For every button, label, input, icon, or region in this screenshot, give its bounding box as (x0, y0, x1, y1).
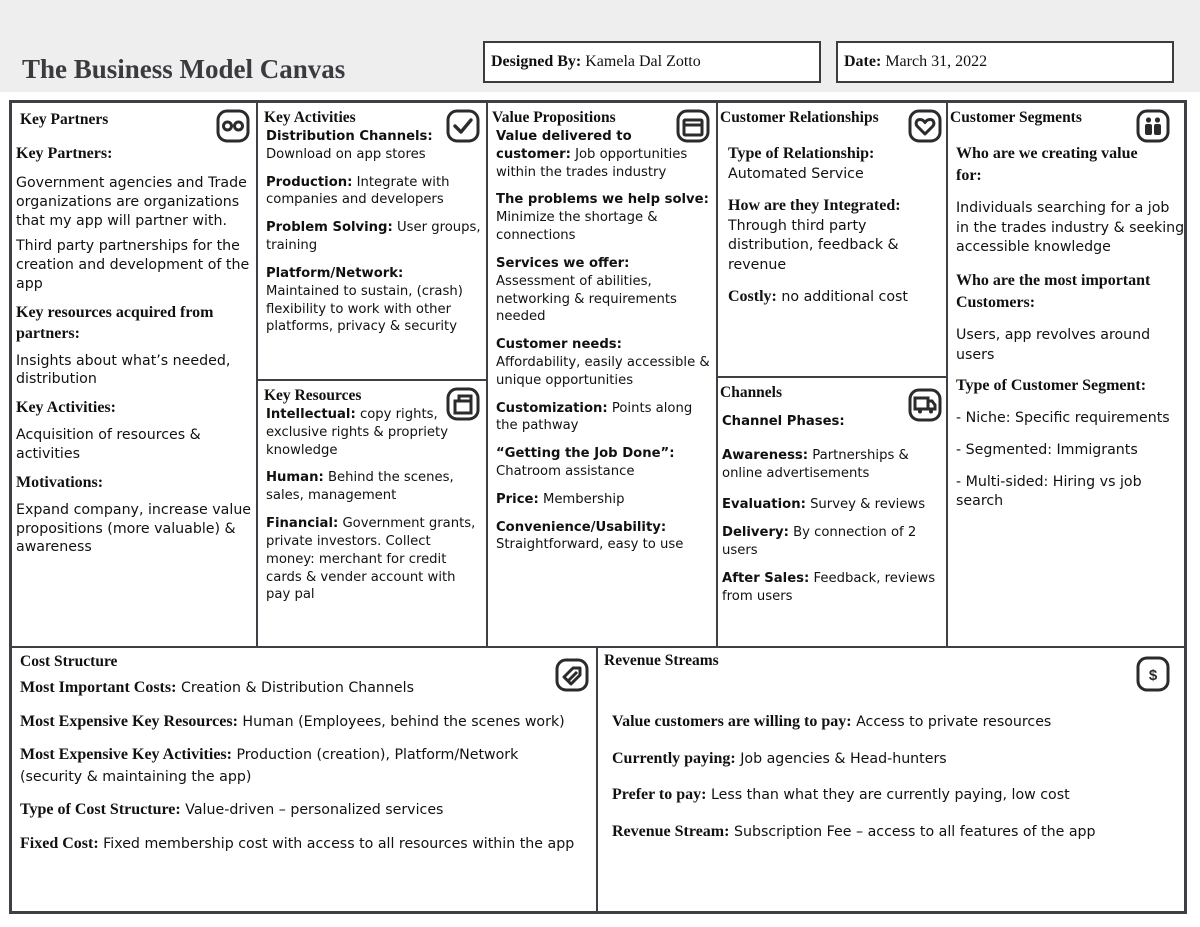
vp-value-2: Minimize the shortage & connections (496, 210, 658, 244)
key-activities-content (266, 128, 486, 336)
ka-label-4: Platform/Network: (266, 265, 404, 281)
cost-value-1: Creation & Distribution Channels (180, 680, 414, 696)
cr-label-3: Costly: (728, 287, 777, 305)
vp-label-6: “Getting the Job Done”: (496, 446, 675, 462)
cs-para-1: Individuals searching for a job in the trades industry & seeking accessible knowledge (956, 200, 1184, 256)
cost-label-5: Fixed Cost: (20, 834, 99, 852)
vp-value-4: Affordability, easily accessible & unique opportunities (496, 354, 710, 388)
cost-label-2: Most Expensive Key Resources: (20, 712, 238, 730)
channels-section (718, 378, 948, 648)
ch-heading: Channel Phases: (722, 414, 845, 429)
ch-label-1: Awareness: (722, 447, 809, 463)
value-propositions-section (488, 103, 718, 648)
ch-value-4: Feedback, reviews from users (722, 570, 936, 604)
rev-label-4: Revenue Stream: (612, 823, 730, 841)
kp-heading-1: Key Partners: (16, 145, 113, 162)
kp-heading-2: Key resources acquired from partners: (16, 303, 214, 342)
kp-para-4: Acquisition of resources & activities (16, 427, 201, 463)
ch-label-2: Evaluation: (722, 497, 806, 513)
cr-label-1: Type of Relationship: (728, 145, 875, 162)
ka-label-1: Distribution Channels: (266, 129, 433, 144)
link-icon (216, 109, 250, 143)
kr-value-3: Government grants, private investors. Collect money: merchant for credit cards & vender account with pay pal (266, 516, 476, 603)
ka-value-1: Download on app stores (266, 146, 426, 162)
kr-label-1: Intellectual: (266, 407, 356, 422)
channels-content (722, 413, 940, 606)
customer-segments-title: Customer Segments (950, 109, 1082, 126)
svg-text:$: $ (1148, 667, 1158, 684)
vp-label-7: Price: (496, 491, 539, 507)
cost-value-3: Production (creation), Platform/Network (security & maintaining the app) (20, 747, 519, 786)
kr-label-3: Financial: (266, 516, 339, 532)
cs-para-3: - Niche: Specific requirements (956, 410, 1170, 427)
vp-value-3: Assessment of abilities, networking & requirements needed (496, 273, 677, 325)
rev-label-3: Prefer to pay: (612, 786, 707, 804)
cr-value-3: no additional cost (781, 288, 908, 305)
cr-value-2: Through third party distribution, feedback & revenue (728, 217, 899, 273)
key-partners-content (16, 143, 254, 557)
vp-value-6: Chatroom assistance (496, 464, 635, 479)
ka-value-4: Maintained to sustain, (crash) flexibility to work with other platforms, privacy & security (266, 283, 463, 335)
cs-para-4: - Segmented: Immigrants (956, 441, 1138, 458)
designed-by-label: Designed By: (491, 53, 582, 70)
cost-label-3: Most Expensive Key Activities: (20, 746, 232, 764)
key-resources-section (258, 381, 488, 648)
people-icon (1136, 109, 1170, 143)
customer-relationships-section (718, 103, 948, 378)
vp-label-4: Customer needs: (496, 337, 622, 353)
cs-heading-2: Who are the most important Customers: (956, 271, 1151, 312)
kp-para-5: Expand company, increase value propositions (more valuable) & awareness (16, 501, 252, 556)
cr-label-2: How are they Integrated: (728, 196, 901, 214)
rev-label-1: Value customers are willing to pay: (612, 713, 852, 730)
vp-value-1: Job opportunities within the trades industry (496, 146, 688, 180)
customer-relationships-content (728, 143, 940, 308)
vp-label-3: Services we offer: (496, 255, 630, 271)
cost-value-5: Fixed membership cost with access to all resources within the app (103, 835, 575, 852)
rev-value-2: Job agencies & Head-hunters (740, 750, 947, 767)
key-activities-title: Key Activities (264, 109, 356, 126)
kp-para-2: Third party partnerships for the creation and development of the app (16, 238, 250, 292)
revenue-streams-content (612, 710, 1172, 844)
kr-label-2: Human: (266, 470, 324, 486)
date-box (836, 41, 1174, 83)
kp-heading-4: Motivations: (16, 473, 104, 491)
key-partners-title: Key Partners (20, 111, 109, 128)
designed-by-box (483, 41, 821, 83)
vp-label-1: Value delivered to customer: (496, 129, 632, 162)
rev-value-3: Less than what they are currently paying, low cost (711, 787, 1070, 804)
cost-structure-section (12, 648, 598, 914)
ka-value-3: User groups, training (266, 220, 481, 254)
vp-label-8: Convenience/Usability: (496, 519, 667, 535)
revenue-streams-section (598, 648, 1184, 914)
vp-label-5: Customization: (496, 400, 608, 416)
rev-value-1: Access to private resources (856, 714, 1052, 730)
customer-segments-content (956, 143, 1184, 512)
key-resources-content (266, 406, 476, 604)
key-partners-section (12, 103, 258, 648)
ka-label-2: Production: (266, 174, 353, 190)
cost-structure-content (20, 676, 580, 855)
ch-label-3: Delivery: (722, 525, 789, 541)
customer-relationships-title: Customer Relationships (720, 109, 879, 126)
rev-value-4: Subscription Fee – access to all features of the app (733, 824, 1096, 841)
revenue-streams-title: Revenue Streams (604, 652, 719, 669)
kr-value-1: copy rights, exclusive rights & propriety knowledge (266, 407, 449, 458)
kp-heading-3: Key Activities: (16, 399, 116, 417)
vp-value-7: Membership (542, 491, 625, 507)
ch-value-1: Partnerships & online advertisements (722, 447, 909, 481)
cost-value-4: Value-driven – personalized services (185, 802, 444, 819)
cost-label-4: Type of Cost Structure: (20, 801, 181, 819)
ka-value-2: Integrate with companies and developers (266, 174, 450, 208)
vp-label-2: The problems we help solve: (496, 192, 709, 208)
ka-label-3: Problem Solving: (266, 220, 393, 236)
ch-label-4: After Sales: (722, 570, 810, 586)
date-label: Date: (844, 53, 882, 70)
channels-title: Channels (720, 384, 783, 401)
cs-heading-1: Who are we creating value for: (956, 145, 1138, 185)
value-propositions-content (496, 128, 711, 554)
key-activities-section (258, 103, 488, 381)
cs-para-2: Users, app revolves around users (956, 327, 1151, 363)
dollar-icon (1136, 656, 1170, 692)
cost-value-2: Human (Employees, behind the scenes work) (242, 713, 565, 730)
business-model-canvas (9, 100, 1187, 914)
heart-icon (908, 109, 942, 143)
kp-para-3: Insights about what’s needed, distribution (16, 352, 231, 388)
cost-label-1: Most Important Costs: (20, 679, 177, 696)
cost-structure-title: Cost Structure (20, 653, 118, 670)
customer-segments-section (948, 103, 1184, 648)
date-value: March 31, 2022 (885, 53, 988, 70)
rev-label-2: Currently paying: (612, 749, 736, 767)
ch-value-3: By connection of 2 users (722, 525, 917, 559)
vp-value-8: Straightforward, easy to use (496, 537, 684, 553)
cr-value-1: Automated Service (728, 166, 864, 183)
value-propositions-title: Value Propositions (492, 109, 616, 126)
key-resources-title: Key Resources (264, 387, 362, 404)
vp-value-5: Points along the pathway (496, 400, 693, 434)
designed-by-value: Kamela Dal Zotto (585, 53, 701, 70)
kr-value-2: Behind the scenes, sales, management (266, 470, 454, 504)
page-title: The Business Model Canvas (22, 54, 346, 84)
kp-para-1: Government agencies and Trade organizations are organizations that my app will partner with. (16, 175, 247, 229)
cs-para-5: - Multi-sided: Hiring vs job search (956, 473, 1142, 510)
ch-value-2: Survey & reviews (810, 497, 926, 513)
cs-heading-3: Type of Customer Segment: (956, 377, 1147, 395)
